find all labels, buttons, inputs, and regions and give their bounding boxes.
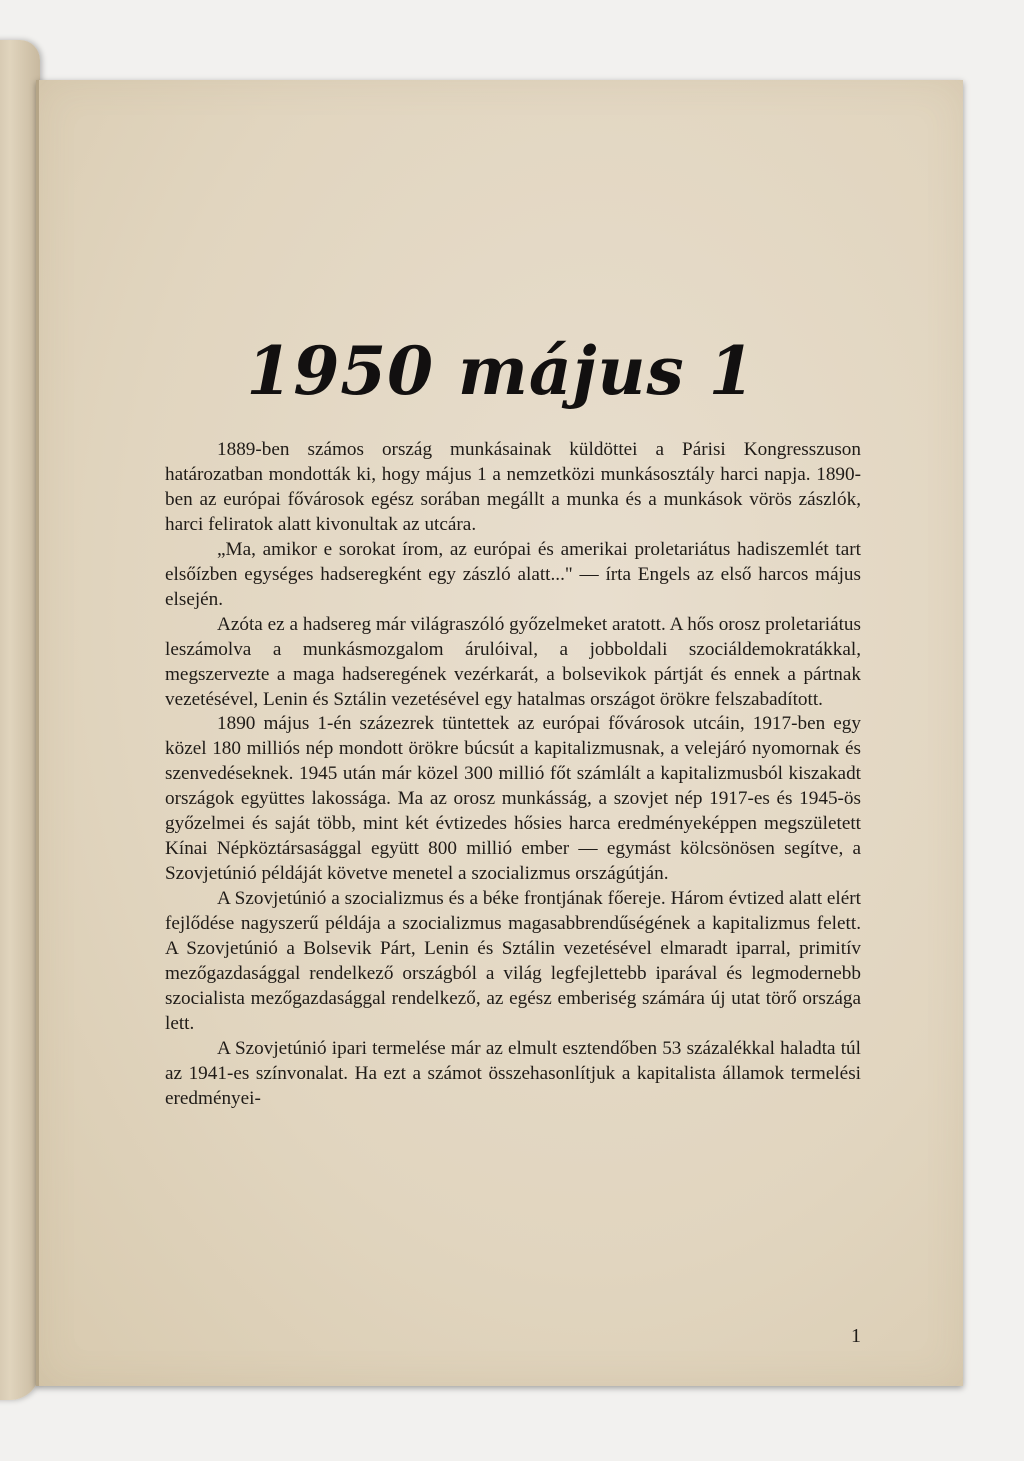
paragraph-1: 1889-ben számos ország munkásainak küldöttei a Párisi Kongresszuson határozatban mondották ki, hogy május 1 a nemzetközi munkásosztály harci napja. 1890-ben az európai fővárosok egész sorában megállt a munka és a munkások vörös zászlók, harci feliratok alatt kivonultak az utcára. <box>165 439 861 535</box>
page-number: 1 <box>851 1325 861 1347</box>
document-page <box>36 80 963 1386</box>
body-text <box>165 438 861 1112</box>
paragraph-5: A Szovjetúnió a szocializmus és a béke frontjának főereje. Három évtized alatt elért fejlődése nagyszerű példája a szocializmus magasabbrendűségének a kapitalizmus felett. A Szovjetúnió a Bolsevik Párt, Lenin és Sztálin vezetésével elmaradt iparral, primitív mezőgazdasággal rendelkező országból a világ legfejlettebb iparával és legmodernebb szocialista mezőgazdasággal rendelkező, az egész emberiség számára új utat törő országa lett. <box>165 888 861 1034</box>
paragraph-3: Azóta ez a hadsereg már világraszóló győzelmeket aratott. A hős orosz proletariátus leszámolva a munkásmozgalom árulóival, a jobboldali szociáldemokratákkal, megszervezte a maga hadseregének vezérkarát, a bolsevikok pártját és ennek a pártnak vezetésével, Lenin és Sztálin vezetésével egy hatalmas országot örökre felszabadított. <box>165 613 861 710</box>
paragraph-4: 1890 május 1-én százezrek tüntettek az európai fővárosok utcáin, 1917-ben egy közel 180 milliós nép mondott örökre búcsút a kapitalizmusnak, a velejáró nyomornak és szenvedéseknek. 1945 után már közel 300 millió főt számlált a kapitalizmusból kiszakadt országok együttes lakossága. Ma az orosz munkásság, a szovjet nép 1917-es és 1945-ös győzelmei és saját több, mint két évtizedes hősies harca eredményeképpen megszületett Kínai Népköztársasággal együtt 800 millió ember — egymást kölcsönösen segítve, a Szovjetúnió példáját követve menetel a szocializmus országútján. <box>165 713 861 885</box>
paragraph-2: „Ma, amikor e sorokat írom, az európai és amerikai proletariátus hadiszemlét tart elsőízben egységes hadseregként egy zászló alatt..." — írta Engels az első harcos május elsején. <box>165 538 861 610</box>
paragraph-6: A Szovjetúnió ipari termelése már az elmult esztendőben 53 százalékkal haladta túl az 1941-es színvonalat. Ha ezt a számot összehasonlítjuk a kapitalista államok termelési eredményei- <box>165 1037 861 1109</box>
page-title: 1950 május 1 <box>246 332 756 410</box>
facing-page-edge <box>0 40 40 1400</box>
